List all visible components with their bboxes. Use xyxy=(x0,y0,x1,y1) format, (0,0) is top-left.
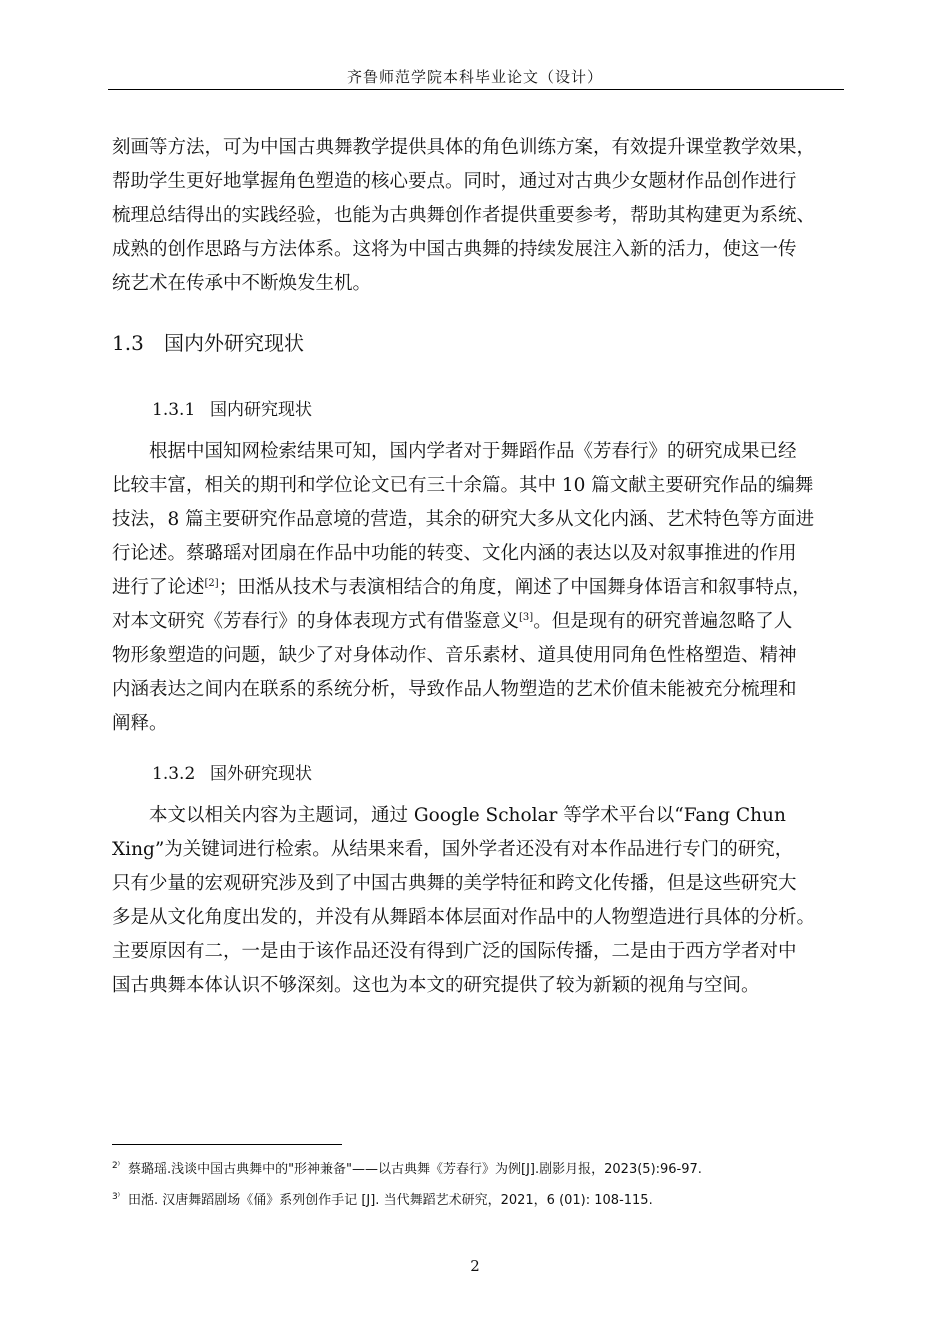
footnote-mark: 2⁾ xyxy=(112,1160,120,1171)
footnote-divider xyxy=(112,1144,342,1145)
footnote-3 xyxy=(112,1189,844,1208)
foreign-research-paragraph xyxy=(112,799,844,1003)
text-line: 多是从文化角度出发的，并没有从舞蹈本体层面对作品中的人物塑造进行具体的分析。 xyxy=(112,907,816,928)
citation-2[interactable]: [2] xyxy=(204,577,219,589)
text-line: 梳理总结得出的实践经验，也能为古典舞创作者提供重要参考，帮助其构建更为系统、 xyxy=(112,205,816,226)
header-divider xyxy=(108,89,844,90)
footnote-2 xyxy=(112,1158,844,1177)
text-line: 根据中国知网检索结果可知，国内学者对于舞蹈作品《芳春行》的研究成果已经 xyxy=(149,441,797,462)
text-line: 统艺术在传承中不断焕发生机。 xyxy=(112,273,372,294)
section-heading-1-3 xyxy=(112,327,304,356)
subsection-number: 1.3.2 xyxy=(152,764,196,784)
subsection-title: 国外研究现状 xyxy=(210,764,312,784)
text-line: 帮助学生更好地掌握角色塑造的核心要点。同时，通过对古典少女题材作品创作进行 xyxy=(112,171,797,192)
subsection-number: 1.3.1 xyxy=(152,400,196,420)
text-line: 阐释。 xyxy=(112,713,168,734)
text-line: 行论述。蔡璐瑶对团扇在作品中功能的转变、文化内涵的表达以及对叙事推进的作用 xyxy=(112,543,797,564)
section-number: 1.3 xyxy=(112,331,144,355)
text-line: 。但是现有的研究普遍忽略了人 xyxy=(533,611,793,632)
text-line: 国古典舞本体认识不够深刻。这也为本文的研究提供了较为新颖的视角与空间。 xyxy=(112,975,760,996)
footnote-text: 田湉. 汉唐舞蹈剧场《俑》系列创作手记 [J]. 当代舞蹈艺术研究，2021，6 (01): 108-115. xyxy=(127,1193,653,1208)
subsection-heading-1-3-1 xyxy=(152,395,312,420)
running-header: 齐鲁师范学院本科毕业论文（设计） xyxy=(346,68,603,86)
text-line: 进行了论述 xyxy=(112,577,205,598)
page-number: 2 xyxy=(470,1257,480,1275)
text-line: ；田湉从技术与表演相结合的角度，阐述了中国舞身体语言和叙事特点， xyxy=(218,577,811,598)
text-line: 比较丰富，相关的期刊和学位论文已有三十余篇。其中 10 篇文献主要研究作品的编舞 xyxy=(112,475,814,496)
text-line: 物形象塑造的问题，缺少了对身体动作、音乐素材、道具使用同角色性格塑造、精神 xyxy=(112,645,797,666)
text-line: 成熟的创作思路与方法体系。这将为中国古典舞的持续发展注入新的活力，使这一传 xyxy=(112,239,797,260)
domestic-research-paragraph xyxy=(112,435,844,741)
citation-3[interactable]: [3] xyxy=(519,611,534,623)
text-line: 本文以相关内容为主题词，通过 Google Scholar 等学术平台以“Fang Chun xyxy=(149,805,786,826)
text-line: 刻画等方法，可为中国古典舞教学提供具体的角色训练方案，有效提升课堂教学效果， xyxy=(112,137,816,158)
text-line: 对本文研究《芳春行》的身体表现方式有借鉴意义 xyxy=(112,611,520,632)
intro-paragraph xyxy=(112,131,844,301)
footnote-mark: 3⁾ xyxy=(112,1191,120,1202)
footnote-text: 蔡璐瑶.浅谈中国古典舞中的"形神兼备"——以古典舞《芳春行》为例[J].剧影月报，2023(5):96-97. xyxy=(127,1162,702,1177)
text-line: 技法，8 篇主要研究作品意境的营造，其余的研究大多从文化内涵、艺术特色等方面进 xyxy=(112,509,815,530)
text-line: 主要原因有二，一是由于该作品还没有得到广泛的国际传播，二是由于西方学者对中 xyxy=(112,941,797,962)
subsection-heading-1-3-2 xyxy=(152,759,312,784)
text-line: 内涵表达之间内在联系的系统分析，导致作品人物塑造的艺术价值未能被充分梳理和 xyxy=(112,679,797,700)
section-title: 国内外研究现状 xyxy=(164,331,304,355)
subsection-title: 国内研究现状 xyxy=(210,400,312,420)
text-line: Xing”为关键词进行检索。从结果来看，国外学者还没有对本作品进行专门的研究， xyxy=(112,839,794,860)
text-line: 只有少量的宏观研究涉及到了中国古典舞的美学特征和跨文化传播，但是这些研究大 xyxy=(112,873,797,894)
